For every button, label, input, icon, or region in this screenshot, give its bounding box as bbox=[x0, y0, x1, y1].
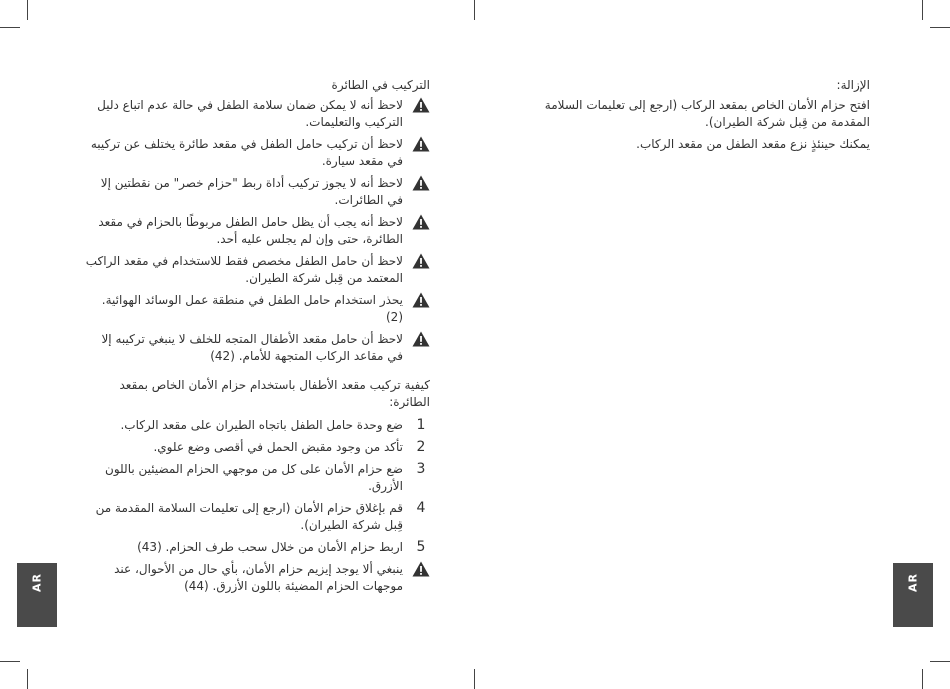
warning-icon bbox=[412, 175, 430, 191]
removal-paragraph: افتح حزام الأمان الخاص بمقعد الركاب (ارجع إلى تعليمات السلامة المقدمة من قِبل شركة الطيران). bbox=[544, 98, 870, 129]
installation-subheading: كيفية تركيب مقعد الأطفال باستخدام حزام الأمان الخاص بمقعد الطائرة: bbox=[119, 378, 430, 409]
crop-mark bbox=[922, 0, 923, 20]
step-text: ضع حزام الأمان على كل من موجهي الحزام المضيئين باللون الأزرق. bbox=[105, 462, 403, 493]
warning-text: لاحظ أنه لا يمكن ضمان سلامة الطفل في حالة عدم اتباع دليل التركيب والتعليمات. bbox=[97, 98, 403, 129]
language-tab bbox=[17, 563, 57, 627]
crop-mark bbox=[27, 669, 28, 689]
warning-icon bbox=[412, 253, 430, 269]
step-number: 4 bbox=[416, 500, 426, 516]
warning-item bbox=[84, 214, 430, 248]
warning-icon bbox=[412, 561, 430, 577]
language-tab-label: AR bbox=[30, 573, 44, 592]
crop-mark bbox=[930, 661, 950, 662]
crop-mark bbox=[922, 669, 923, 689]
left-column bbox=[84, 77, 430, 600]
step-item bbox=[84, 417, 430, 434]
language-tab bbox=[893, 563, 933, 627]
crop-mark bbox=[0, 27, 20, 28]
step-number: 3 bbox=[416, 461, 426, 477]
crop-mark bbox=[474, 669, 475, 689]
warning-text: لاحظ أن حامل مقعد الأطفال المتجه للخلف لا ينبغي تركيبه إلا في مقاعد الركاب المتجهة للأمام. (42) bbox=[101, 332, 403, 363]
language-tab-label: AR bbox=[906, 573, 920, 592]
step-text: ضع وحدة حامل الطفل باتجاه الطيران على مقعد الركاب. bbox=[120, 418, 403, 432]
crop-mark bbox=[0, 661, 20, 662]
warning-text: لاحظ أن تركيب حامل الطفل في مقعد طائرة يختلف عن تركيبه في مقعد سيارة. bbox=[90, 137, 403, 168]
step-text: تأكد من وجود مقبض الحمل في أقصى وضع علوي. bbox=[153, 440, 403, 454]
warning-icon bbox=[412, 292, 430, 308]
step-text: اربط حزام الأمان من خلال سحب طرف الحزام. (43) bbox=[137, 540, 403, 554]
warning-icon bbox=[412, 97, 430, 113]
warning-icon bbox=[412, 214, 430, 230]
warning-text: ينبغي ألا يوجد إيزيم حزام الأمان، بأي حال من الأحوال، عند موجهات الحزام المضيئة باللون الأزرق. (44) bbox=[114, 562, 403, 593]
warning-item bbox=[84, 561, 430, 595]
warning-text: لاحظ أن حامل الطفل مخصص فقط للاستخدام في مقعد الراكب المعتمد من قِبل شركة الطيران. bbox=[85, 254, 403, 285]
warning-icon bbox=[412, 136, 430, 152]
crop-mark bbox=[27, 0, 28, 20]
crop-mark bbox=[930, 27, 950, 28]
step-item bbox=[84, 439, 430, 456]
step-number: 5 bbox=[416, 539, 426, 555]
warning-item bbox=[84, 331, 430, 365]
warning-item bbox=[84, 97, 430, 131]
crop-mark bbox=[474, 0, 475, 20]
section-title: التركيب في الطائرة bbox=[331, 78, 430, 92]
warning-text: لاحظ أنه لا يجوز تركيب أداة ربط "حزام خصر" من نقطتين إلا في الطائرات. bbox=[100, 176, 403, 207]
step-number: 2 bbox=[416, 439, 426, 455]
warning-text: لاحظ أنه يجب أن يظل حامل الطفل مربوطًا بالحزام في مقعد الطائرة، حتى وإن لم يجلس عليه أحد. bbox=[98, 215, 403, 246]
warning-item bbox=[84, 175, 430, 209]
step-item bbox=[84, 539, 430, 556]
warning-item bbox=[84, 136, 430, 170]
step-number: 1 bbox=[416, 417, 426, 433]
warning-icon bbox=[412, 331, 430, 347]
step-item bbox=[84, 461, 430, 495]
warning-item bbox=[84, 292, 430, 326]
right-column bbox=[540, 77, 870, 158]
removal-title: الإزالة: bbox=[836, 78, 870, 92]
step-text: قم بإغلاق حزام الأمان (ارجع إلى تعليمات السلامة المقدمة من قِبل شركة الطيران). bbox=[95, 501, 403, 532]
removal-paragraph: يمكنك حينئذٍ نزع مقعد الطفل من مقعد الركاب. bbox=[636, 137, 870, 151]
warning-text: يحذر استخدام حامل الطفل في منطقة عمل الوسائد الهوائية. (2) bbox=[101, 293, 403, 324]
warning-item bbox=[84, 253, 430, 287]
step-item bbox=[84, 500, 430, 534]
